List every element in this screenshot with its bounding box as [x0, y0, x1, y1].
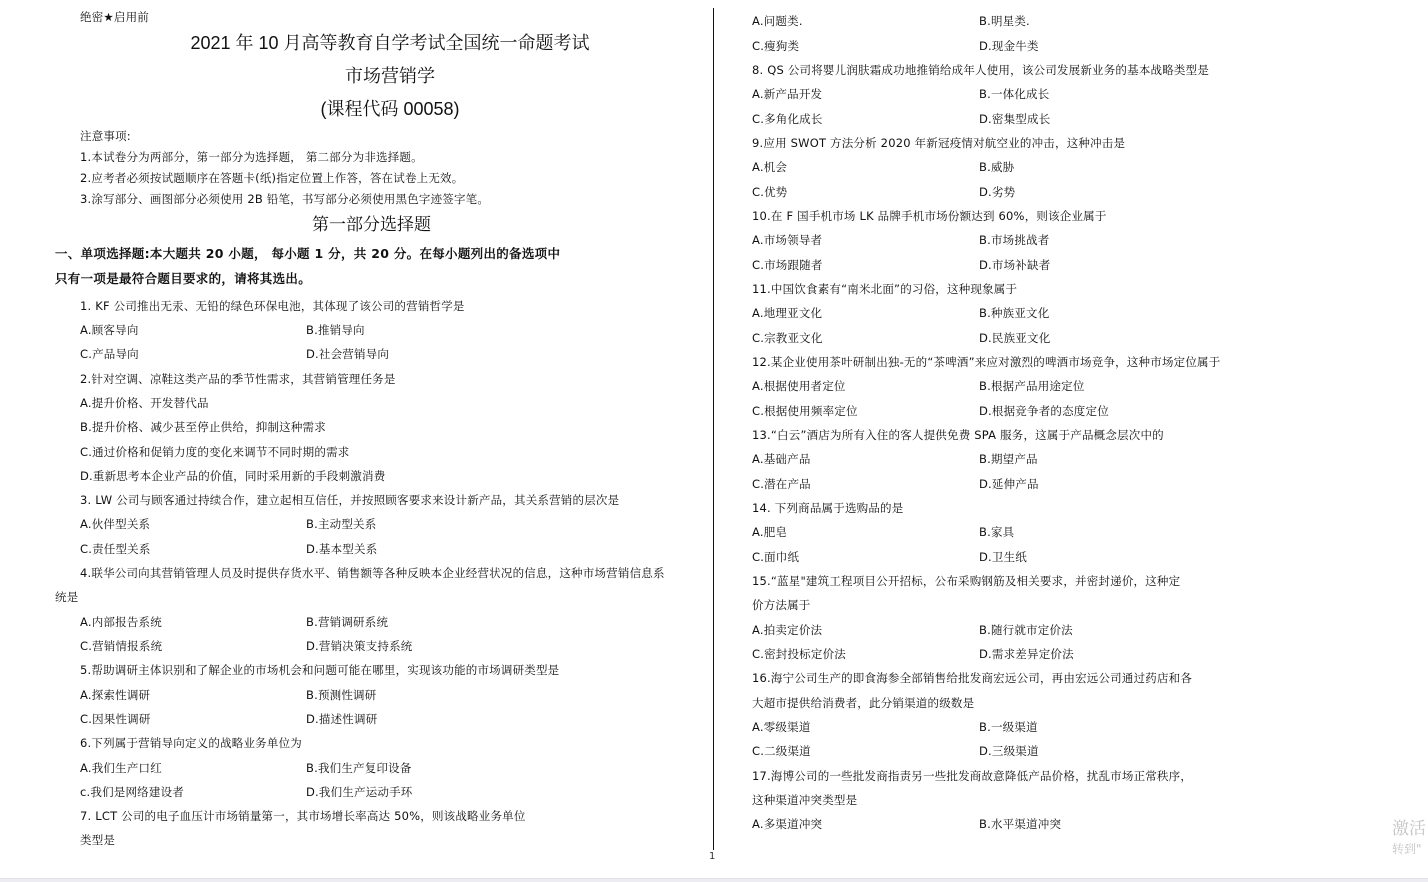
- option-a: A.零级渠道: [752, 720, 811, 734]
- option-b: B.种族亚文化: [979, 306, 1050, 320]
- option-a: A.内部报告系统: [80, 615, 162, 629]
- option-a: A.问题类.: [752, 14, 803, 28]
- question-stem: 11.中国饮食素有“南米北面”的习俗，这种现象属于: [752, 282, 1018, 296]
- activation-watermark-title: 激活: [1392, 819, 1426, 839]
- option-c: C.因果性调研: [80, 712, 151, 726]
- option-a: A.伙伴型关系: [80, 517, 151, 531]
- option-d: D.三级渠道: [979, 744, 1039, 758]
- option-b: B.我们生产复印设备: [306, 761, 412, 775]
- question-stem: 7. LCT 公司的电子血压计市场销量第一，其市场增长率高达 50%，则该战略业务单位: [80, 809, 526, 823]
- question-stem: 14. 下列商品属于选购品的是: [752, 501, 904, 515]
- option-d: D.社会营销导向: [306, 347, 390, 361]
- option-b: B.明星类.: [979, 14, 1030, 28]
- option-a: A.地理亚文化: [752, 306, 823, 320]
- option-b: B.主动型关系: [306, 517, 377, 531]
- option-c: C.宗教亚文化: [752, 331, 823, 345]
- option-c: C.潜在产品: [752, 477, 811, 491]
- option-c: C.市场跟随者: [752, 258, 823, 272]
- option-b: B.市场挑战者: [979, 233, 1050, 247]
- activation-watermark-subtitle: 转到": [1392, 842, 1422, 856]
- option-b: B.家具: [979, 525, 1015, 539]
- option-c: C.面巾纸: [752, 550, 800, 564]
- question-stem: 4.联华公司向其营销管理人员及时提供存货水平、销售额等各种反映本企业经营状况的信息，这种市场营销信息系: [80, 566, 665, 580]
- option-d: D.卫生纸: [979, 550, 1028, 564]
- option-d: D.劣势: [979, 185, 1016, 199]
- subject-title: 市场营销学: [345, 66, 435, 86]
- option-d: D.重新思考本企业产品的价值，同时采用新的手段刺激消费: [80, 469, 386, 483]
- option-b: B.随行就市定价法: [979, 623, 1073, 637]
- note-item: 2.应考者必须按试题顺序在答题卡(纸)指定位置上作答，答在试卷上无效。: [80, 171, 464, 185]
- question-stem: 12.某企业使用茶叶研制出独-无的“茶啤酒”来应对激烈的啤酒市场竞争，这种市场定位属于: [752, 355, 1221, 369]
- question-stem: 13.“白云”酒店为所有入住的客人提供免费 SPA 服务，这属于产品概念层次中的: [752, 428, 1164, 442]
- question-stem: 8. QS 公司将婴儿润肤霜成功地推销给成年人使用，该公司发展新业务的基本战略类型是: [752, 63, 1210, 77]
- option-b: B.推销导向: [306, 323, 365, 337]
- option-d: D.现金牛类: [979, 39, 1039, 53]
- option-b: B.威胁: [979, 160, 1015, 174]
- option-c: C.密封投标定价法: [752, 647, 846, 661]
- option-d: D.描述性调研: [306, 712, 378, 726]
- option-a: A.探索性调研: [80, 688, 151, 702]
- column-divider: [713, 8, 714, 850]
- question-stem: 6.下列属于营销导向定义的战略业务单位为: [80, 736, 302, 750]
- confidential-label: 绝密★启用前: [80, 10, 150, 24]
- note-item: 1.本试卷分为两部分，第一部分为选择题， 第二部分为非选择题。: [80, 150, 423, 164]
- option-b: B.预测性调研: [306, 688, 377, 702]
- question-stem: 2.针对空调、凉鞋这类产品的季节性需求，其营销管理任务是: [80, 372, 396, 386]
- question-stem: 15.“蓝星"建筑工程项目公开招标，公布采购钢筋及相关要求，并密封递价，这种定: [752, 574, 1181, 588]
- part-title: 第一部分选择题: [312, 215, 431, 235]
- option-a: A.基础产品: [752, 452, 811, 466]
- notes-header: 注意事项:: [80, 129, 131, 143]
- question-stem-continued: 类型是: [80, 833, 116, 847]
- option-a: A.拍卖定价法: [752, 623, 823, 637]
- note-item: 3.涂写部分、画图部分必须使用 2B 铅笔，书写部分必须使用黑色字迹签字笔。: [80, 192, 490, 206]
- question-stem: 3. LW 公司与顾客通过持续合作，建立起相互信任，并按照顾客要求来设计新产品，其关系营销的层次是: [80, 493, 620, 507]
- option-d: D.需求差异定价法: [979, 647, 1074, 661]
- question-stem-continued: 这种渠道冲突类型是: [752, 793, 858, 807]
- option-a: A.我们生产口红: [80, 761, 162, 775]
- option-c: C.二级渠道: [752, 744, 811, 758]
- option-a: A.市场领导者: [752, 233, 823, 247]
- option-b: B.水平渠道冲突: [979, 817, 1062, 831]
- section-instruction: 只有一项是最符合题目要求的，请将其选出。: [55, 271, 312, 286]
- question-stem: 10.在 F 国手机市场 LK 品牌手机市场份额达到 60%，则该企业属于: [752, 209, 1107, 223]
- option-c: C.多角化成长: [752, 112, 823, 126]
- option-d: D.基本型关系: [306, 542, 378, 556]
- option-d: D.延伸产品: [979, 477, 1039, 491]
- option-d: D.密集型成长: [979, 112, 1051, 126]
- question-stem-continued: 价方法属于: [752, 598, 811, 612]
- option-b: B.根据产品用途定位: [979, 379, 1085, 393]
- question-stem: 5.帮助调研主体识别和了解企业的市场机会和问题可能在哪里，实现该功能的市场调研类型是: [80, 663, 560, 677]
- option-c: C.通过价格和促销力度的变化来调节不同时期的需求: [80, 445, 350, 459]
- option-c: c.我们是网络建设者: [80, 785, 184, 799]
- viewer-bottom-edge: [0, 878, 1428, 882]
- section-instruction: 一、单项选择题:本大题共 20 小题， 每小题 1 分，共 20 分。在每小题列出的备选项中: [55, 246, 561, 261]
- option-b: B.一体化成长: [979, 87, 1050, 101]
- option-c: C.营销情报系统: [80, 639, 163, 653]
- option-d: D.根据竞争者的态度定位: [979, 404, 1109, 418]
- option-c: C.责任型关系: [80, 542, 151, 556]
- option-a: A.提升价格、开发替代品: [80, 396, 209, 410]
- option-c: C.根据使用频率定位: [752, 404, 858, 418]
- option-b: B.提升价格、减少甚至停止供给，抑制这种需求: [80, 420, 326, 434]
- option-c: C.优势: [752, 185, 788, 199]
- option-c: C.产品导向: [80, 347, 139, 361]
- option-d: D.市场补缺者: [979, 258, 1051, 272]
- option-a: A.新产品开发: [752, 87, 823, 101]
- option-a: A.顾客导向: [80, 323, 139, 337]
- option-d: D.民族亚文化: [979, 331, 1051, 345]
- option-b: B.一级渠道: [979, 720, 1038, 734]
- exam-title: 2021 年 10 月高等教育自学考试全国统一命题考试: [190, 33, 590, 53]
- question-stem: 9.应用 SWOT 方法分析 2020 年新冠疫情对航空业的冲击，这种冲击是: [752, 136, 1126, 150]
- option-b: B.营销调研系统: [306, 615, 389, 629]
- page-number: 1: [709, 851, 716, 862]
- question-stem-continued: 统是: [55, 590, 79, 604]
- question-stem-continued: 大超市提供给消费者，此分销渠道的级数是: [752, 696, 975, 710]
- option-b: B.期望产品: [979, 452, 1038, 466]
- option-d: D.营销决策支持系统: [306, 639, 413, 653]
- option-d: D.我们生产运动手环: [306, 785, 413, 799]
- question-stem: 17.海博公司的一些批发商指责另一些批发商故意降低产品价格，扰乱市场正常秩序，: [752, 769, 1193, 783]
- option-a: A.机会: [752, 160, 788, 174]
- option-a: A.多渠道冲突: [752, 817, 823, 831]
- option-c: C.瘦狗类: [752, 39, 800, 53]
- question-stem: 1. KF 公司推出无汞、无铅的绿色环保电池，其体现了该公司的营销哲学是: [80, 299, 465, 313]
- question-stem: 16.海宁公司生产的即食海参全部销售给批发商宏远公司，再由宏远公司通过药店和各: [752, 671, 1193, 685]
- option-a: A.根据使用者定位: [752, 379, 846, 393]
- option-a: A.肥皂: [752, 525, 788, 539]
- course-code: (课程代码 00058): [320, 99, 460, 119]
